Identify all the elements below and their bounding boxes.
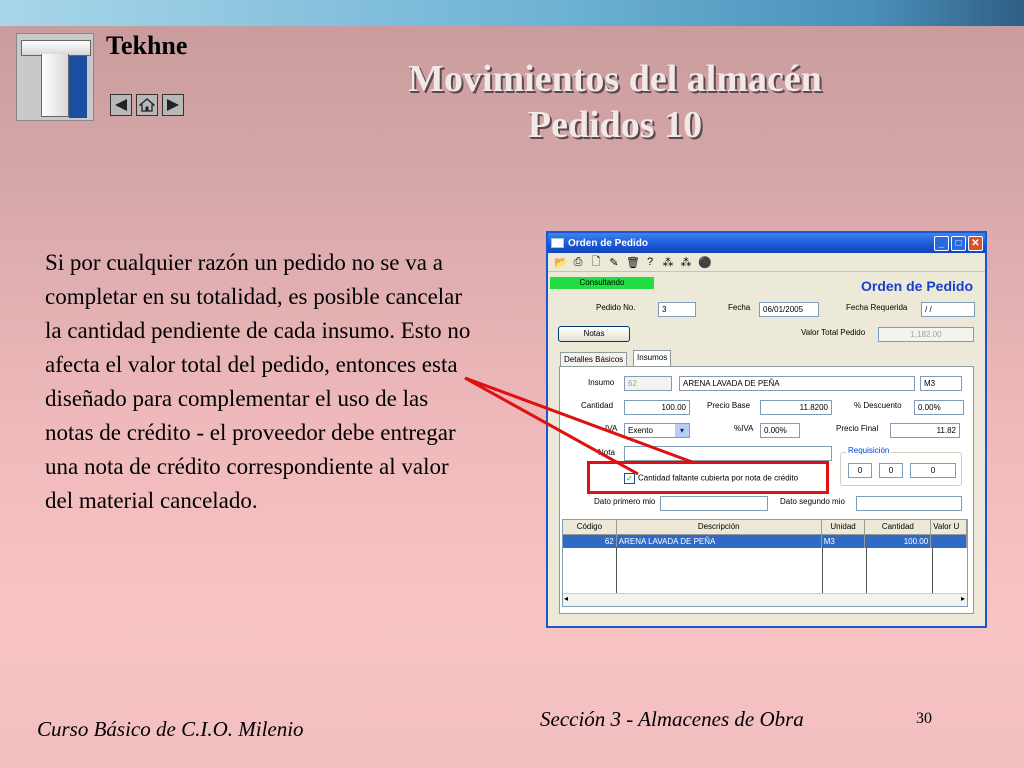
grid-col-unidad[interactable]: Unidad xyxy=(822,520,866,534)
iva-selected-value: Exento xyxy=(628,426,653,435)
page-number: 30 xyxy=(916,710,932,727)
requisicion-field-2[interactable]: 0 xyxy=(879,463,903,478)
tool-icon[interactable]: ⁂ xyxy=(662,256,674,269)
tool2-icon[interactable]: ⁂ xyxy=(680,256,692,269)
precio-final-label: Precio Final xyxy=(836,424,879,433)
body-paragraph: Si por cualquier razón un pedido no se va a completar en su totalidad, es posible cancelar la cantidad pendiente de cada insumo. Esto no afecta el valor total del pedido, entonces esta diseñado para complementar el uso de las notas de crédito - el proveedor debe entregar una nota de crédito correspondiente al valor del material cancelado. xyxy=(45,250,471,513)
nota-label: Nota xyxy=(598,448,615,457)
dato-segundo-label: Dato segundo mio xyxy=(780,497,845,506)
row-descripcion: ARENA LAVADA DE PEÑA xyxy=(617,535,822,548)
grid-col-cantidad[interactable]: Cantidad xyxy=(865,520,931,534)
row-codigo: 62 xyxy=(563,535,617,548)
grid-col-codigo[interactable]: Código xyxy=(563,520,617,534)
maximize-icon[interactable]: □ xyxy=(951,236,966,251)
pedido-no-field[interactable]: 3 xyxy=(658,302,696,317)
descuento-field[interactable]: 0.00% xyxy=(914,400,964,415)
credit-note-checkbox-label: Cantidad faltante cubierta por nota de crédito xyxy=(638,473,799,483)
open-icon[interactable]: 📂 xyxy=(554,256,568,269)
insumo-description-field[interactable]: ARENA LAVADA DE PEÑA xyxy=(679,376,915,391)
minimize-icon[interactable]: _ xyxy=(934,236,949,251)
insumo-label: Insumo xyxy=(588,378,615,387)
tab-detalles-basicos[interactable]: Detalles Básicos xyxy=(560,352,627,367)
insumo-code-field[interactable]: 62 xyxy=(624,376,672,391)
title-line-1: Movimientos del almacén xyxy=(408,58,822,100)
precio-base-label: Precio Base xyxy=(707,401,751,410)
close-icon[interactable]: ✕ xyxy=(968,236,983,251)
grid-col-descripcion[interactable]: Descripción xyxy=(617,520,822,534)
cantidad-field[interactable]: 100.00 xyxy=(624,400,690,415)
delete-icon[interactable]: 🗑 xyxy=(626,256,640,269)
glasses-icon[interactable]: ⚫ xyxy=(698,256,712,269)
precio-final-field[interactable]: 11.82 xyxy=(890,423,960,438)
requisicion-field-1[interactable]: 0 xyxy=(848,463,872,478)
cantidad-label: Cantidad xyxy=(581,401,614,410)
footer-course: Curso Básico de C.I.O. Milenio xyxy=(37,717,304,741)
pct-iva-label: %IVA xyxy=(734,424,754,433)
dato-primero-label: Dato primero mio xyxy=(594,497,656,506)
valor-total-label: Valor Total Pedido xyxy=(801,328,866,337)
row-unidad: M3 xyxy=(822,535,866,548)
new-icon[interactable]: 🗋 xyxy=(591,255,601,268)
form-heading: Orden de Pedido xyxy=(860,278,973,294)
window-title: Orden de Pedido xyxy=(568,237,649,249)
iva-label: IVA xyxy=(605,424,618,433)
scroll-left-icon[interactable]: ◂ xyxy=(564,594,569,603)
fecha-field[interactable]: 06/01/2005 xyxy=(759,302,819,317)
requisicion-field-3[interactable]: 0 xyxy=(910,463,956,478)
help-icon[interactable]: ? xyxy=(646,256,654,268)
scroll-right-icon[interactable]: ▸ xyxy=(960,594,965,603)
descuento-label: % Descuento xyxy=(854,401,902,410)
pedido-no-label: Pedido No. xyxy=(596,303,636,312)
valor-total-field: 1,182.00 xyxy=(878,327,974,342)
checkbox-checked-icon[interactable]: ✓ xyxy=(624,473,635,484)
fecha-label: Fecha xyxy=(728,303,751,312)
brand-name: Tekhne xyxy=(106,31,188,60)
fecha-requerida-label: Fecha Requerida xyxy=(846,303,908,312)
status-indicator: Consultando xyxy=(550,277,654,289)
row-cantidad: 100.00 xyxy=(865,535,931,548)
highlight-box xyxy=(587,461,829,494)
pct-iva-field[interactable]: 0.00% xyxy=(760,423,800,438)
requisicion-title: Requisición xyxy=(848,446,890,455)
insumo-unit-field[interactable]: M3 xyxy=(920,376,962,391)
fecha-requerida-field[interactable]: / / xyxy=(921,302,975,317)
notas-button[interactable]: Notas xyxy=(558,326,630,342)
edit-icon[interactable]: ✎ xyxy=(609,256,619,269)
footer-section: Sección 3 - Almacenes de Obra xyxy=(540,707,804,731)
chevron-down-icon[interactable]: ▾ xyxy=(675,424,689,437)
tab-insumos[interactable]: Insumos xyxy=(633,350,671,367)
title-line-2: Pedidos 10 xyxy=(527,104,703,146)
grid-col-valor[interactable]: Valor U xyxy=(931,520,967,534)
precio-base-field[interactable]: 11.8200 xyxy=(760,400,832,415)
print-icon[interactable]: ⎙ xyxy=(573,255,583,268)
